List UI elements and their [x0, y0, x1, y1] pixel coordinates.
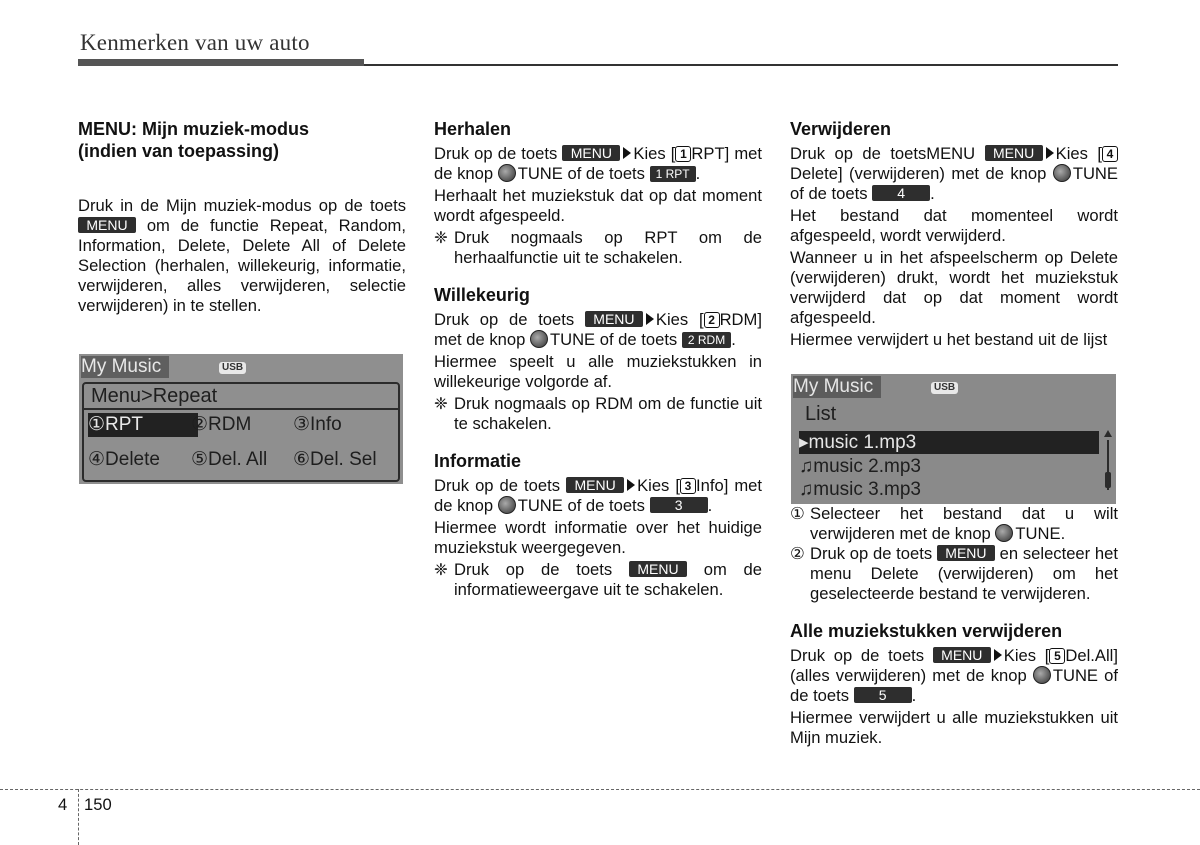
key-5-badge: 5	[854, 687, 912, 703]
heading-alle-verwijderen: Alle muziekstukken verwijderen	[790, 621, 1063, 641]
screen-title: My Music	[81, 356, 169, 378]
chapter-title: Kenmerken van uw auto	[80, 30, 310, 55]
menu-item-rpt: ①RPT	[88, 413, 198, 437]
menu-key-badge: MENU	[585, 311, 643, 327]
step-number: ②	[790, 544, 805, 563]
page-number: 150	[84, 795, 112, 814]
step-1	[790, 504, 1118, 544]
scroll-up-icon	[1104, 430, 1112, 437]
note-text: Druk nogmaals op RDM om de functie uit te schakelen.	[454, 394, 762, 433]
file-row: ♫music 2.mp3	[799, 456, 921, 477]
text: TUNE of de toets	[517, 164, 645, 183]
step-number: ①	[790, 504, 805, 523]
arrow-right-icon	[994, 649, 1002, 661]
willekeurig-instruction	[434, 310, 762, 350]
usb-icon: USB	[219, 362, 246, 374]
herhalen-note	[434, 228, 762, 268]
text: TUNE.	[1015, 524, 1066, 543]
text: Kies [	[1003, 646, 1050, 665]
number-2-icon: 2	[704, 312, 720, 328]
text: Druk op de toets	[454, 560, 613, 579]
number-5-icon: 5	[1049, 648, 1065, 664]
footer-rule	[0, 789, 1200, 790]
section-heading-my-music	[78, 118, 406, 162]
note-mark: ❈	[434, 228, 448, 247]
menu-item-del-sel: ⑥Del. Sel	[293, 449, 377, 470]
menu-item-info: ③Info	[293, 414, 342, 435]
tune-knob-icon	[498, 164, 516, 182]
file-row-selected: ▸music 1.mp3	[799, 431, 1099, 454]
intro-prefix: Druk in de Mijn muziek-modus op de toets	[78, 196, 406, 215]
text: Delete] (verwijderen) met de knop	[790, 164, 1047, 183]
menu-key-badge: MENU	[566, 477, 624, 493]
informatie-instruction	[434, 476, 762, 516]
key-3-badge: 3	[650, 497, 708, 513]
arrow-right-icon	[623, 147, 631, 159]
heading-verwijderen: Verwijderen	[790, 119, 892, 139]
rpt-key-badge: 1 RPT	[650, 166, 696, 182]
heading-line-2: (indien van toepassing)	[78, 141, 280, 161]
verwijderen-instruction	[790, 144, 1118, 204]
column-1	[78, 118, 406, 318]
column-2	[434, 118, 762, 600]
informatie-note	[434, 560, 762, 600]
menu-path: Menu>Repeat	[91, 385, 218, 407]
text: Druk op de toets	[434, 310, 575, 329]
menu-key-badge: MENU	[933, 647, 991, 663]
key-4-badge: 4	[872, 185, 930, 201]
display-screen-menu-repeat	[79, 354, 403, 484]
number-4-icon: 4	[1102, 146, 1118, 162]
text: .	[707, 496, 713, 515]
step-text	[810, 504, 1118, 544]
menu-key-badge: MENU	[937, 545, 995, 561]
text: RDM] met de knop	[434, 310, 762, 349]
text: Druk op de toets	[434, 144, 558, 163]
text: Kies [	[1055, 144, 1102, 163]
menu-key-badge: MENU	[78, 217, 136, 233]
willekeurig-note	[434, 394, 762, 434]
list-label: List	[805, 403, 837, 425]
usb-icon: USB	[931, 382, 958, 394]
text: Druk op de toets	[434, 476, 561, 495]
text: TUNE of de toets	[790, 164, 1118, 203]
text: RPT] met de knop	[434, 144, 762, 183]
arrow-right-icon	[646, 313, 654, 325]
menu-key-badge: MENU	[629, 561, 687, 577]
tune-knob-icon	[530, 330, 548, 348]
informatie-description: Hiermee wordt informatie over het huidige muziekstuk weergegeven.	[434, 518, 762, 557]
text: Kies [	[633, 144, 676, 163]
arrow-right-icon	[627, 479, 635, 491]
menu-item-del-all: ⑤Del. All	[191, 449, 268, 470]
heading-informatie: Informatie	[434, 451, 522, 471]
number-1-icon: 1	[675, 146, 691, 162]
heading-line-1: MENU: Mijn muziek-modus	[78, 119, 310, 139]
heading-willekeurig: Willekeurig	[434, 285, 530, 305]
header-rule-thick	[78, 59, 364, 66]
chapter-number: 4	[58, 795, 68, 814]
text: .	[930, 184, 935, 203]
intro-suffix: om de functie Repeat, Random, Information, Delete, Delete All of Delete Selection (herhalen, willekeurig, informatie, verwijderen, alles verwijderen, selectie verwijderen) in te stellen.	[78, 216, 406, 315]
footer-divider	[78, 789, 79, 845]
text: Kies [	[655, 310, 704, 329]
herhalen-instruction	[434, 144, 762, 184]
display-screen-list	[791, 374, 1116, 504]
rdm-key-badge: 2 RDM	[682, 332, 731, 348]
verwijderen-desc-2: Wanneer u in het afspeelscherm op Delete (verwijderen) drukt, wordt het muziekstuk verwijderd dat op dat moment wordt afgespeeld.	[790, 248, 1118, 327]
text: TUNE of de toets	[517, 496, 645, 515]
menu-key-badge: MENU	[562, 145, 620, 161]
tune-knob-icon	[995, 524, 1013, 542]
scroll-thumb	[1105, 472, 1111, 488]
heading-herhalen: Herhalen	[434, 119, 512, 139]
tune-knob-icon	[498, 496, 516, 514]
text: Selecteer het bestand dat u wilt verwijderen met de knop	[810, 504, 1118, 543]
text: Del.All] (alles verwijderen) met de knop	[790, 646, 1118, 685]
scrollbar	[1104, 430, 1112, 494]
text: .	[911, 686, 917, 705]
tune-knob-icon	[1033, 666, 1051, 684]
note-mark: ❈	[434, 394, 448, 413]
note-text	[454, 560, 762, 600]
text: TUNE of de toets	[790, 666, 1118, 705]
text: om de informatieweergave uit te schakelen.	[454, 560, 762, 599]
step-text	[810, 544, 1118, 604]
text: en selecteer het menu Delete (verwijderen) om het geselecteerde bestand te verwijderen.	[810, 544, 1118, 603]
alle-description: Hiermee verwijdert u alle muziekstukken uit Mijn muziek.	[790, 708, 1118, 747]
tune-knob-icon	[1053, 164, 1071, 182]
step-2	[790, 544, 1118, 604]
note-mark: ❈	[434, 560, 448, 579]
verwijderen-desc-3: Hiermee verwijdert u het bestand uit de lijst	[790, 330, 1108, 349]
willekeurig-description: Hiermee speelt u alle muziekstukken in willekeurige volgorde af.	[434, 352, 762, 391]
text: Druk op de toetsMENU	[790, 144, 976, 163]
menu-item-delete: ④Delete	[88, 449, 160, 470]
number-3-icon: 3	[680, 478, 696, 494]
arrow-right-icon	[1046, 147, 1054, 159]
menu-key-badge: MENU	[985, 145, 1043, 161]
menu-item-rdm: ②RDM	[191, 414, 252, 435]
note-text: Druk nogmaals op RPT om de herhaalfunctie uit te schakelen.	[454, 228, 762, 267]
text: Druk op de toets	[810, 544, 933, 563]
text: Kies [	[637, 476, 681, 495]
text: .	[731, 330, 736, 349]
alle-instruction	[790, 646, 1118, 706]
verwijderen-desc-1: Het bestand dat momenteel wordt afgespeeld, wordt verwijderd.	[790, 206, 1118, 245]
text: .	[695, 164, 701, 183]
intro-paragraph	[78, 196, 406, 316]
herhalen-description: Herhaalt het muziekstuk dat op dat moment wordt afgespeeld.	[434, 186, 762, 225]
file-row: ♫music 3.mp3	[799, 479, 921, 500]
text: TUNE of de toets	[549, 330, 678, 349]
text: Info] met de knop	[434, 476, 762, 515]
text: Druk op de toets	[790, 646, 925, 665]
screen-divider	[84, 408, 398, 410]
screen-title: My Music	[793, 376, 881, 398]
header-rule-thin	[364, 64, 1118, 66]
